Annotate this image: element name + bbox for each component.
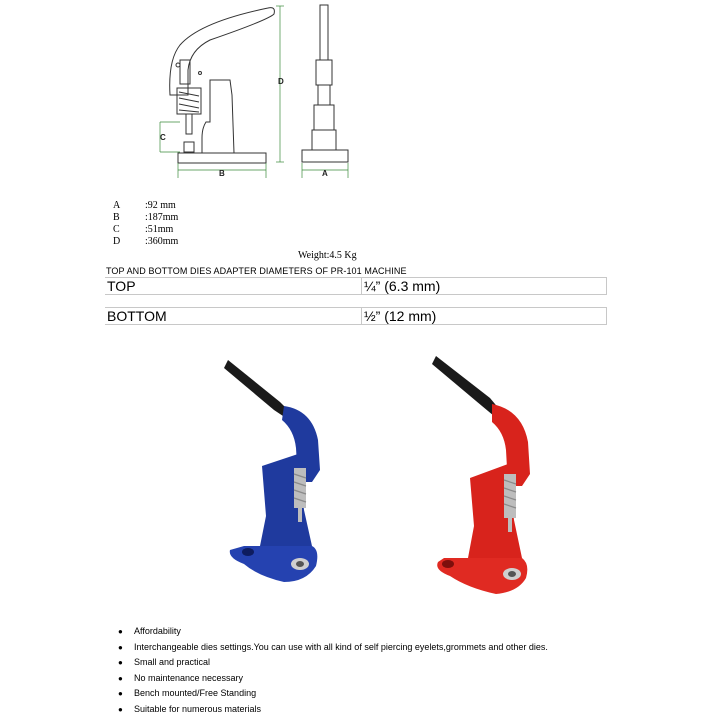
product-photos: [200, 350, 580, 600]
table-row: [105, 308, 607, 325]
dim-label-c: C: [160, 133, 166, 142]
dies-table: [105, 277, 607, 325]
feature-text: Interchangeable dies settings.You can use with all kind of self piercing eyelets,grommets and other dies.: [134, 642, 548, 652]
features-list: [118, 624, 548, 717]
table-cell-label: TOP: [105, 278, 362, 295]
dimension-row-b: [113, 212, 178, 224]
feature-text: Bench mounted/Free Standing: [134, 688, 256, 698]
red-press-image: [432, 356, 530, 594]
dim-label-d: D: [278, 77, 284, 86]
dimension-key: B: [113, 212, 145, 224]
dimension-key: D: [113, 236, 145, 248]
feature-text: Suitable for numerous materials: [134, 704, 261, 714]
dim-label-b: B: [219, 169, 225, 178]
dim-label-a: A: [322, 169, 328, 178]
list-item: [118, 640, 548, 656]
bullet-icon: ●: [118, 655, 123, 671]
dies-table-title: TOP AND BOTTOM DIES ADAPTER DIAMETERS OF PR-101 MACHINE: [106, 266, 407, 276]
dimension-row-d: [113, 236, 178, 248]
bullet-icon: ●: [118, 624, 123, 640]
dimension-row-c: [113, 224, 173, 236]
dimension-value: :92 mm: [145, 200, 176, 211]
dimension-row-a: [113, 200, 176, 212]
weight-label: Weight:4.5 Kg: [298, 250, 357, 261]
dimension-key: A: [113, 200, 145, 212]
bullet-icon: ●: [118, 671, 123, 687]
feature-text: Affordability: [134, 626, 181, 636]
technical-drawing: [150, 0, 360, 185]
bullet-icon: ●: [118, 702, 123, 717]
dimension-key: C: [113, 224, 145, 236]
list-item: [118, 671, 548, 687]
table-row: [105, 278, 607, 295]
list-item: [118, 702, 548, 717]
bullet-icon: ●: [118, 686, 123, 702]
dimension-value: :187mm: [145, 212, 178, 223]
list-item: [118, 624, 548, 640]
table-cell-value: ¼” (6.3 mm): [362, 278, 607, 295]
list-item: [118, 686, 548, 702]
blue-press-image: [224, 360, 320, 582]
table-cell-label: BOTTOM: [105, 308, 362, 325]
table-spacer: [105, 295, 607, 308]
list-item: [118, 655, 548, 671]
dimension-value: :360mm: [145, 236, 178, 247]
feature-text: Small and practical: [134, 657, 210, 667]
dimension-value: :51mm: [145, 224, 173, 235]
feature-text: No maintenance necessary: [134, 673, 243, 683]
bullet-icon: ●: [118, 640, 123, 656]
table-cell-value: ½” (12 mm): [362, 308, 607, 325]
